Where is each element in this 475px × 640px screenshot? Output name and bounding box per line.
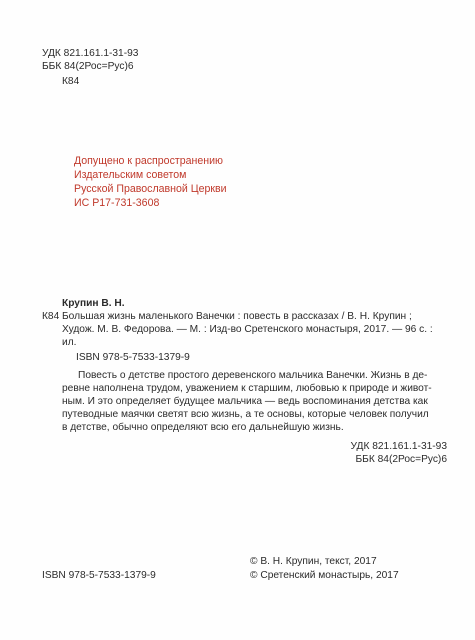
approval-line: Допущено к распространению: [74, 155, 223, 167]
catalog-description-line: Худож. М. В. Федорова. — М. : Изд-во Сретенского монастыря, 2017. — 96 с. :: [62, 324, 433, 335]
catalog-bbk-code: ББК 84(2Рос=Рус)6: [355, 454, 447, 465]
copyright-line: © В. Н. Крупин, текст, 2017: [250, 556, 377, 567]
copyright-line: © Сретенский монастырь, 2017: [250, 570, 399, 581]
top-udk-code: УДК 821.161.1-31-93: [42, 48, 139, 59]
annotation-line: ным. И это определяет будущее мальчика — ведь воспоминания детства как: [62, 396, 428, 407]
catalog-description-line: ил.: [62, 337, 77, 348]
catalog-description-line: Большая жизнь маленького Ванечки : повесть в рассказах / В. Н. Крупин ;: [62, 311, 412, 322]
approval-line: ИС Р17-731-3608: [74, 197, 160, 209]
catalog-isbn: ISBN 978-5-7533-1379-9: [76, 352, 190, 363]
annotation-line: Повесть о детстве простого деревенского мальчика Ванечки. Жизнь в де-: [78, 370, 428, 381]
footer-isbn: ISBN 978-5-7533-1379-9: [42, 570, 156, 581]
annotation-line: ревне наполнена трудом, уважением к старшим, любовью к природе и живот-: [62, 383, 432, 394]
catalog-author-mark: К84: [42, 311, 60, 322]
approval-line: Русской Православной Церкви: [74, 183, 227, 195]
annotation-line: путеводные маячки светят всю жизнь, а те основы, которые человек получил: [62, 409, 429, 420]
top-author-mark: К84: [62, 76, 80, 87]
catalog-udk-code: УДК 821.161.1-31-93: [350, 441, 447, 452]
approval-line: Издательским советом: [74, 169, 187, 181]
annotation-line: в детстве, обычно определяют всю его дальнейшую жизнь.: [62, 422, 344, 433]
top-bbk-code: ББК 84(2Рос=Рус)6: [42, 61, 134, 72]
catalog-author: Крупин В. Н.: [62, 298, 125, 309]
